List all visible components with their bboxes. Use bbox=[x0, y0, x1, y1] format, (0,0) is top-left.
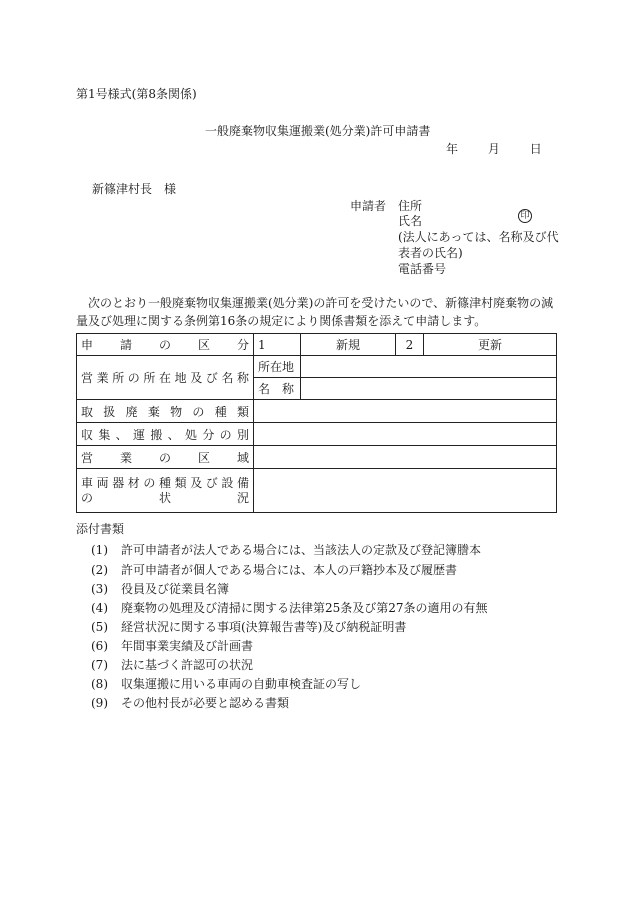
waste-type-row bbox=[77, 400, 557, 423]
attachment-number: (5) bbox=[91, 620, 108, 634]
attachment-item bbox=[91, 599, 488, 616]
office-label: 営業所の所在地及び名称 bbox=[77, 356, 254, 400]
attachment-number: (4) bbox=[91, 601, 108, 615]
date-line bbox=[446, 140, 542, 157]
office-name-label: 名 称 bbox=[254, 378, 301, 400]
application-type-label: 申請の区分 bbox=[77, 334, 254, 356]
equipment-label-line2: の状況 bbox=[81, 490, 249, 505]
attachment-text: 許可申請者が個人である場合には、本人の戸籍抄本及び履歴書 bbox=[121, 563, 458, 577]
office-location-field[interactable] bbox=[301, 356, 557, 378]
business-type-label: 収集、運搬、処分の別 bbox=[77, 423, 254, 446]
applicant-address-label: 住所 bbox=[398, 199, 423, 213]
date-month: 月 bbox=[487, 142, 500, 156]
form-number: 第1号様式(第8条関係) bbox=[76, 87, 197, 101]
application-body-text: 次のとおり一般廃棄物収集運搬業(処分業)の許可を受けたいので、新篠津村廃棄物の減量及び処理に関する条例第16条の規定により関係書類を添えて申請します。 bbox=[76, 296, 554, 328]
date-day: 日 bbox=[529, 142, 542, 156]
date-year: 年 bbox=[446, 142, 459, 156]
application-table bbox=[76, 333, 557, 513]
document-title: 一般廃棄物収集運搬業(処分業)許可申請書 bbox=[205, 124, 431, 138]
attachment-text: 役員及び従業員名簿 bbox=[121, 582, 230, 596]
attachment-number: (9) bbox=[91, 696, 108, 710]
office-location-label: 所在地 bbox=[254, 356, 301, 378]
option1-label[interactable]: 新規 bbox=[301, 334, 396, 356]
attachment-text: 年間事業実績及び計画書 bbox=[121, 639, 254, 653]
attachment-number: (8) bbox=[91, 677, 108, 691]
option2-label[interactable]: 更新 bbox=[424, 334, 557, 356]
seal-mark: 印 bbox=[518, 209, 532, 223]
addressee: 新篠津村長 様 bbox=[92, 182, 177, 196]
business-type-field[interactable] bbox=[254, 423, 557, 446]
application-type-row bbox=[77, 334, 557, 356]
waste-type-field[interactable] bbox=[254, 400, 557, 423]
attachment-text: 許可申請者が法人である場合には、当該法人の定款及び登記簿謄本 bbox=[121, 543, 482, 557]
business-area-row bbox=[77, 446, 557, 469]
equipment-label bbox=[77, 469, 254, 513]
attachment-text: 収集運搬に用いる車両の自動車検査証の写し bbox=[121, 677, 362, 691]
attachment-number: (2) bbox=[91, 563, 108, 577]
option1-number: 1 bbox=[254, 334, 301, 356]
attachment-item bbox=[91, 618, 406, 635]
option2-number: 2 bbox=[396, 334, 424, 356]
applicant-label: 申請者 bbox=[350, 199, 387, 213]
attachment-number: (6) bbox=[91, 639, 108, 653]
attachment-text: 法に基づく許認可の状況 bbox=[121, 658, 254, 672]
office-name-field[interactable] bbox=[301, 378, 557, 400]
applicant-note-line2: 表者の氏名) bbox=[398, 246, 463, 260]
attachment-item bbox=[91, 580, 229, 597]
equipment-field[interactable] bbox=[254, 469, 557, 513]
applicant-phone-label: 電話番号 bbox=[398, 262, 447, 276]
attachment-text: 廃棄物の処理及び清掃に関する法律第25条及び第27条の適用の有無 bbox=[121, 601, 488, 615]
equipment-row bbox=[77, 469, 557, 513]
waste-type-label: 取扱廃棄物の種類 bbox=[77, 400, 254, 423]
attachment-item bbox=[91, 561, 457, 578]
business-area-field[interactable] bbox=[254, 446, 557, 469]
attachment-number: (3) bbox=[91, 582, 108, 596]
business-type-row bbox=[77, 423, 557, 446]
attachment-item bbox=[91, 541, 481, 558]
attachments-title: 添付書類 bbox=[76, 522, 125, 536]
attachment-item bbox=[91, 656, 253, 673]
equipment-label-line1: 車両器材の種類及び設備 bbox=[81, 475, 249, 490]
attachment-item bbox=[91, 694, 289, 711]
applicant-note-line1: (法人にあっては、名称及び代 bbox=[398, 230, 559, 244]
attachment-text: 経営状況に関する事項(決算報告書等)及び納税証明書 bbox=[121, 620, 407, 634]
attachment-item bbox=[91, 637, 253, 654]
attachment-number: (1) bbox=[91, 543, 108, 557]
attachment-item bbox=[91, 675, 361, 692]
applicant-name-label: 氏名 bbox=[398, 214, 423, 228]
business-area-label: 営業の区域 bbox=[77, 446, 254, 469]
attachment-text: その他村長が必要と認める書類 bbox=[121, 696, 290, 710]
office-location-row bbox=[77, 356, 557, 378]
attachment-number: (7) bbox=[91, 658, 108, 672]
